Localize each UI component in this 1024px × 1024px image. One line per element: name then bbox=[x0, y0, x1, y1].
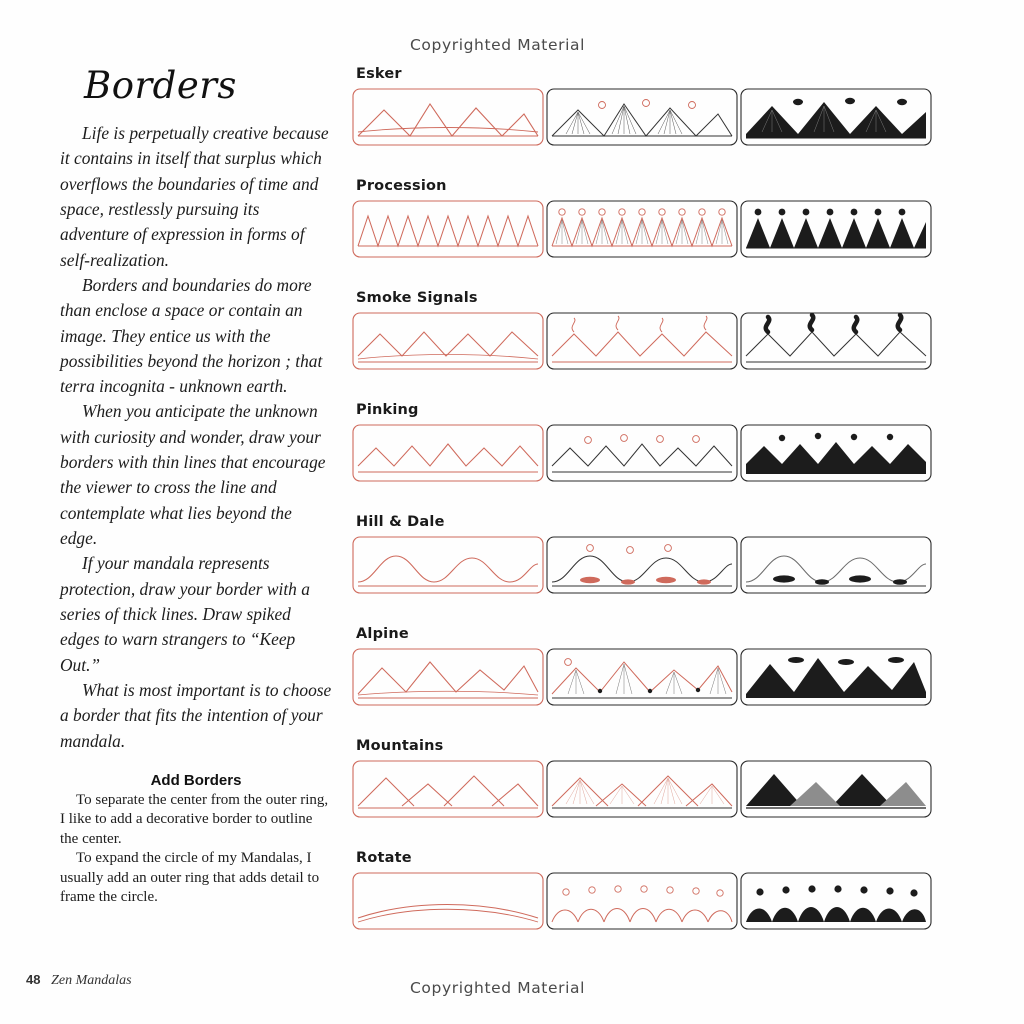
paragraph: If your mandala represents protection, draw your border with a series of thick lines. Draw spiked edges to warn strangers to “Keep Out.” bbox=[60, 553, 310, 675]
sample-group-hill-and-dale bbox=[352, 514, 952, 598]
section-subheading: Add Borders bbox=[150, 771, 242, 789]
sample-row bbox=[352, 200, 952, 262]
sample-cell-detail bbox=[546, 424, 738, 482]
sample-group-alpine bbox=[352, 626, 952, 710]
sample-cell-detail bbox=[546, 536, 738, 594]
sample-label: Hill & Dale bbox=[356, 514, 445, 530]
sample-cell-outline bbox=[352, 88, 544, 146]
page-title: Borders bbox=[84, 64, 237, 107]
sample-cell-outline bbox=[352, 648, 544, 706]
sample-cell-outline bbox=[352, 424, 544, 482]
sample-row bbox=[352, 88, 952, 150]
paragraph: To separate the center from the outer ring, I like to add a decorative border to outline the center. bbox=[60, 791, 329, 847]
sample-cell-detail bbox=[546, 312, 738, 370]
sample-cell-detail bbox=[546, 200, 738, 258]
sample-cell-outline bbox=[352, 312, 544, 370]
sample-cell-filled bbox=[740, 648, 932, 706]
sample-group-esker bbox=[352, 66, 952, 150]
sample-group-pinking bbox=[352, 402, 952, 486]
paragraph: Borders and boundaries do more than enclose a space or contain an image. They entice us with the possibilities beyond the horizon ; that terra incognita - unknown earth. bbox=[60, 274, 323, 397]
sample-row bbox=[352, 760, 952, 822]
section-body bbox=[60, 791, 332, 908]
sample-row bbox=[352, 536, 952, 598]
page-footer bbox=[26, 972, 132, 989]
sample-group-mountains bbox=[352, 738, 952, 822]
sample-cell-detail bbox=[546, 648, 738, 706]
sample-cell-detail bbox=[546, 760, 738, 818]
folio-number: 48 bbox=[26, 972, 41, 987]
sample-group-smoke-signals bbox=[352, 290, 952, 374]
sample-cell-outline bbox=[352, 872, 544, 930]
sample-cell-filled bbox=[740, 312, 932, 370]
book-title: Zen Mandalas bbox=[51, 973, 132, 988]
sample-label: Pinking bbox=[356, 402, 419, 418]
sample-cell-detail bbox=[546, 872, 738, 930]
sample-row bbox=[352, 872, 952, 934]
paragraph: What is most important is to choose a border that fits the intention of your mandala. bbox=[60, 679, 332, 751]
copyright-banner-bottom: Copyrighted Material bbox=[410, 979, 586, 997]
sample-row bbox=[352, 424, 952, 486]
sample-cell-filled bbox=[740, 200, 932, 258]
sample-label: Alpine bbox=[356, 626, 409, 642]
sample-cell-outline bbox=[352, 536, 544, 594]
copyright-banner-top: Copyrighted Material bbox=[410, 36, 586, 54]
sample-group-rotate bbox=[352, 850, 952, 934]
sample-cell-detail bbox=[546, 88, 738, 146]
sample-cell-outline bbox=[352, 200, 544, 258]
sample-group-procession bbox=[352, 178, 952, 262]
sample-cell-filled bbox=[740, 536, 932, 594]
sample-cell-filled bbox=[740, 88, 932, 146]
paragraph: Life is perpetually creative because it contains in itself that surplus which overflows the boundaries of time and space, restlessly pursuing its adventure of expression in forms of self-realization. bbox=[60, 123, 329, 270]
sample-label: Smoke Signals bbox=[356, 290, 478, 306]
sample-cell-filled bbox=[740, 872, 932, 930]
sample-label: Rotate bbox=[356, 850, 412, 866]
sample-cell-outline bbox=[352, 760, 544, 818]
sample-label: Esker bbox=[356, 66, 402, 82]
paragraph: When you anticipate the unknown with curiosity and wonder, draw your borders with thin lines that encourage the viewer to cross the line and contemplate what lies beyond the edge. bbox=[60, 401, 326, 548]
sample-label: Mountains bbox=[356, 738, 444, 754]
sample-label: Procession bbox=[356, 178, 447, 194]
sample-cell-filled bbox=[740, 760, 932, 818]
paragraph: To expand the circle of my Mandalas, I usually add an outer ring that adds detail to frame the circle. bbox=[60, 850, 320, 906]
sample-row bbox=[352, 648, 952, 710]
sample-row bbox=[352, 312, 952, 374]
left-text-column bbox=[60, 64, 332, 908]
body-copy bbox=[60, 121, 332, 754]
sample-cell-filled bbox=[740, 424, 932, 482]
